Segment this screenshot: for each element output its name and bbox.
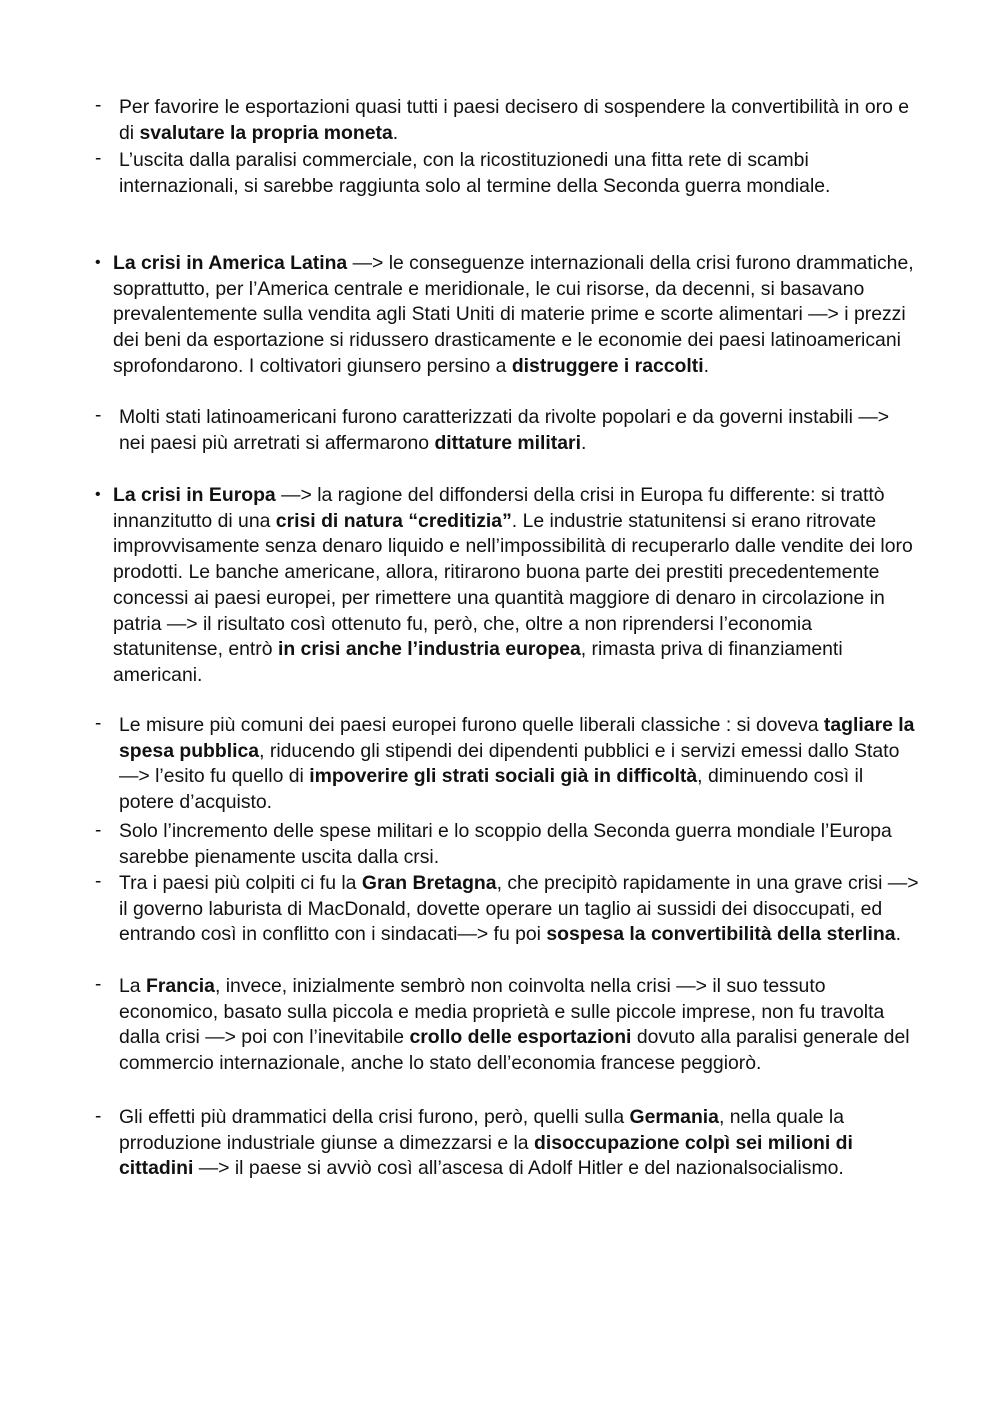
bold-run: dittature militari [434, 431, 581, 454]
bold-run: crollo delle esportazioni [409, 1026, 632, 1049]
list-item [119, 713, 919, 816]
list-item [119, 1105, 919, 1182]
bold-run: Francia [145, 975, 215, 997]
bold-run: tagliare la spesa pubblica [119, 714, 915, 762]
text-run: dovuto alla paralisi generale del commercio internazionale, anche lo stato dell’economia francese peggiorò. [119, 1026, 910, 1075]
text-run: , rimasta priva di finanziamenti americani. [113, 638, 843, 686]
text-run: —> la ragione del diffondersi della crisi in Europa fu differente: si trattò innanzitutto di una [113, 484, 885, 532]
text-run: —> le conseguenze internazionali della crisi furono drammatiche, soprattutto, per l’America centrale e meridionale, le cui risorse, da decenni, si basavano prevalentemente sulla vendita agli Stati Uniti di materie prime e scorte alimentari —> i prezzi dei beni da esportazione si ridussero drasticamente e le economie dei paesi latinoamericani sprofondarono. I coltivatori giunsero persino a [113, 252, 914, 377]
bold-run: Germania [629, 1106, 719, 1128]
text-run: Le misure più comuni dei paesi europei furono quelle liberali classiche : si doveva [119, 714, 824, 736]
bold-run: disoccupazione colpì sei milioni di cittadini [119, 1131, 853, 1180]
text-run: , diminuendo così il potere d’acquisto. [119, 765, 864, 814]
bold-run: distruggere i raccolti [511, 354, 704, 377]
bold-run: impoverire gli strati sociali già in difficoltà [309, 765, 698, 788]
list-item [113, 483, 919, 689]
bold-run: sospesa la convertibilità della sterlina [546, 923, 896, 946]
section-heading: La crisi in America Latina [113, 252, 348, 274]
text-run: . [703, 354, 710, 377]
text-run: Solo l’incremento delle spese militari e lo scoppio della Seconda guerra mondiale l’Europa sarebbe pienamente uscita dalla crsi. [119, 820, 892, 868]
list-item [119, 148, 919, 199]
dash-marker: - [95, 405, 102, 426]
list-item [119, 405, 919, 456]
bold-run: in crisi anche l’industria europea [277, 638, 581, 661]
bullet-marker: • [95, 254, 101, 271]
text-run: Molti stati latinoamericani furono caratterizzati da rivolte popolari e da governi instabili —> nei paesi più arretrati si affermarono [119, 406, 890, 454]
list-item [119, 95, 919, 146]
text-run: , riducendo gli stipendi dei dipendenti pubblici e i servizi emessi dallo Stato —> l’esito fu quello di [119, 739, 900, 788]
text-run: —> il paese si avviò così all’ascesa di Adolf Hitler e del nazionalsocialismo. [193, 1157, 844, 1180]
text-run: , nella quale la prroduzione industriale giunse a dimezzarsi e la [119, 1106, 845, 1154]
text-run: . Le industrie statunitensi si erano ritrovate improvvisamente senza denaro liquido e nell’impossibilità di recuperarlo dalle vendite dei loro prodotti. Le banche americane, allora, ritirarono buona parte dei prestiti precedentemente concessi ai paesi europei, per rimettere una quantità maggiore di denaro in circolazione in patria —> il risultato così ottenuto fu, però, che, oltre a non riprendersi l’economia statunitense, entrò [113, 509, 913, 661]
dash-marker: - [95, 95, 102, 116]
list-item [119, 871, 919, 948]
bullet-marker: • [95, 486, 101, 503]
text-run: , che precipitò rapidamente in una grave crisi —> il governo laburista di MacDonald, dovette operare un taglio ai sussidi dei disoccupati, ed entrando così in conflitto con i sindacati—> fu poi [119, 872, 919, 946]
text-run: . [392, 121, 399, 144]
dash-marker: - [95, 1106, 102, 1127]
text-run: . [895, 923, 901, 946]
bold-run: svalutare la propria moneta [139, 121, 393, 144]
dash-marker: - [95, 148, 102, 169]
list-item [119, 974, 919, 1077]
text-run: Tra i paesi più colpiti ci fu la [119, 872, 362, 894]
list-item [119, 819, 919, 870]
bold-run: Gran Bretagna [361, 872, 497, 894]
section-heading: La crisi in Europa [113, 484, 276, 506]
dash-marker: - [95, 974, 102, 995]
dash-marker: - [95, 713, 102, 734]
text-run: L’uscita dalla paralisi commerciale, con la ricostituzionedi una fitta rete di scambi internazionali, si sarebbe raggiunta solo al termine della Seconda guerra mondiale. [119, 149, 831, 197]
bold-run: crisi di natura “creditizia” [275, 509, 512, 532]
text-run: Gli effetti più drammatici della crisi furono, però, quelli sulla [119, 1106, 630, 1128]
dash-marker: - [95, 820, 102, 841]
text-run: , invece, inizialmente sembrò non coinvolta nella crisi —> il suo tessuto economico, basato sulla piccola e media proprietà e sulle piccole imprese, non fu travolta dalla crisi —> poi con l’inevitabile [119, 975, 885, 1049]
dash-marker: - [95, 871, 102, 892]
list-item [113, 251, 919, 380]
text-run: Per favorire le esportazioni quasi tutti i paesi decisero di sospendere la convertibilità in oro e di [119, 96, 910, 144]
text-run: La [119, 975, 146, 997]
text-run: . [580, 431, 587, 454]
